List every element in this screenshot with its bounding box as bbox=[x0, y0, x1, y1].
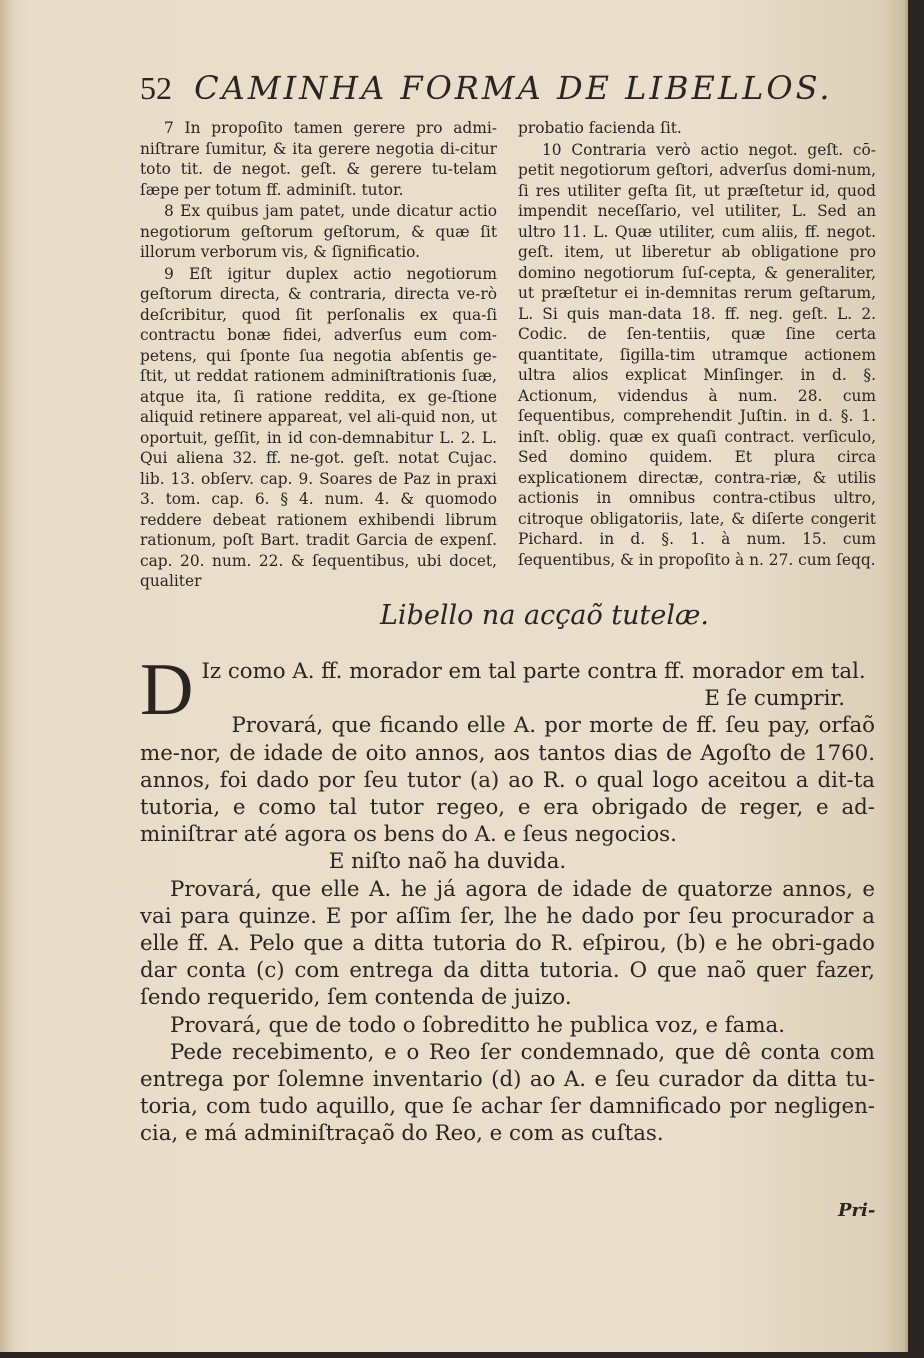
paragraph-10: 10 Contraria verò actio negot. geſt. cō-petit negotiorum geſtori, adverſus domi-num, ſi res utiliter geſta ſit, ut præſtetur id, quod impendit neceſſario, vel utiliter, L. Sed an ultro 11. L. Quæ utiliter, cum aliis, ff. negot. geſt. item, ut liberetur ab obligatione pro domino negotiorum ſuſ-cepta, & generaliter, ut præſtetur ei in-demnitas rerum geſtarum, L. Si quis man-data 18. ff. neg. geſt. L. 2. Codic. de ſen-tentiis, quæ ſine certa quantitate, ſigilla-tim utramque actionem ultra alios explicat Minſinger. in d. §. Actionum, videndus à num. 28. cum ſequentibus, comprehendit Juſtin. in d. §. 1. inſt. oblig. quæ ex quaſi contract. verſiculo, Sed domino quidem. Et plura circa explicationem directæ, contra-riæ, & utilis actionis in omnibus contra-ctibus ultro, citroque obligatoriis, late, & diſerte congerit Pichard. in d. §. 1. à num. 15. cum ſequentibus, & in propoſito à n. 27. cum ſeqq. bbox=[518, 140, 876, 569]
article-1: Provará, que ficando elle A. por morte de ff. ſeu pay, orfaõ me-nor, de idade de oito annos, aos tantos dias de Agoſto de 1760. annos, foi dado por ſeu tutor (a) ao R. o qual logo aceitou a dit-ta tutoria, e como tal tutor regeo, e era obrigado de reger, e ad-miniſtrar até agora os bens do A. e ſeus negocios. bbox=[140, 713, 875, 848]
opening-end: E ſe cumprir. bbox=[704, 686, 845, 712]
article-2: Provará, que elle A. he já agora de idade de quatorze annos, e vai para quinze. E por aſſim ſer, lhe he dado por ſeu procurador a elle ff. A. Pelo que a ditta tutoria do R. eſpirou, (b) e he obri-gado dar conta (c) com entrega da ditta tutoria. O que naõ quer fazer, ſendo requerido, ſem contenda de juizo. bbox=[140, 876, 875, 1011]
paragraph-9-continued: probatio facienda ſit. bbox=[518, 119, 682, 137]
section-title: Libello na acçaõ tutelæ. bbox=[380, 600, 709, 631]
petition: Pede recebimento, e o Reo ſer condemnado, que dê conta com entrega por ſolemne inventario (d) ao A. e ſeu curador da ditta tu-toria, com tudo aquillo, que ſe achar ſer damnificado por negligen-cia, e má adminiſtraçaõ do Reo, e com as cuſtas. bbox=[140, 1039, 875, 1147]
paragraph-7: 7 In propoſito tamen gerere pro admi-niſtrare ſumitur, & ita gerere negotia di-citur toto tit. de negot. geſt. & gerere tu-telam ſæpe per totum ff. adminiſt. tutor. bbox=[140, 119, 497, 199]
article-3: Provará, que de todo o ſobreditto he publica voz, e fama. bbox=[170, 1012, 785, 1038]
paragraph-8: 8 Ex quibus jam patet, unde dicatur actio negotiorum geſtorum geſtorum, & quæ ſit illorum verborum vis, & ſignificatio. bbox=[140, 202, 497, 261]
page-header bbox=[140, 68, 840, 108]
page-spine-shadow bbox=[0, 0, 14, 1352]
right-column bbox=[518, 118, 876, 571]
left-column bbox=[140, 118, 497, 593]
article-1-end: E niſto naõ ha duvida. bbox=[328, 849, 567, 875]
running-title: CAMINHA FORMA DE LIBELLOS. bbox=[194, 69, 833, 107]
page-number: 52 bbox=[140, 70, 172, 106]
libello-body bbox=[140, 649, 875, 1148]
drop-cap: D bbox=[140, 649, 194, 731]
catchword: Pri- bbox=[838, 1200, 876, 1221]
paragraph-9: 9 Eſt igitur duplex actio negotiorum geſtorum directa, & contraria, directa ve-rò deſcribitur, quod ſit perſonalis ex qua-ſi contractu bonæ fidei, adverſus eum com-petens, qui ſponte ſua negotia abſentis ge-ſtit, ut reddat rationem adminiſtrationis ſuæ, atque ita, ſi ratione reddita, ex ge-ſtione aliquid retinere appareat, vel ali-quid non, ut oportuit, geſſit, in id con-demnabitur L. 2. L. Qui aliena 32. ff. ne-got. geſt. notat Cujac. lib. 13. obſerv. cap. 9. Soares de Paz in praxi 3. tom. cap. 6. § 4. num. 4. & quomodo reddere debeat rationem exhibendi librum rationum, poſt Bart. tradit Garcia de expenſ. cap. 20. num. 22. & ſequentibus, ubi docet, qualiter bbox=[140, 264, 497, 590]
opening-text: Iz como A. ff. morador em tal parte contra ff. morador em tal. bbox=[201, 659, 866, 684]
